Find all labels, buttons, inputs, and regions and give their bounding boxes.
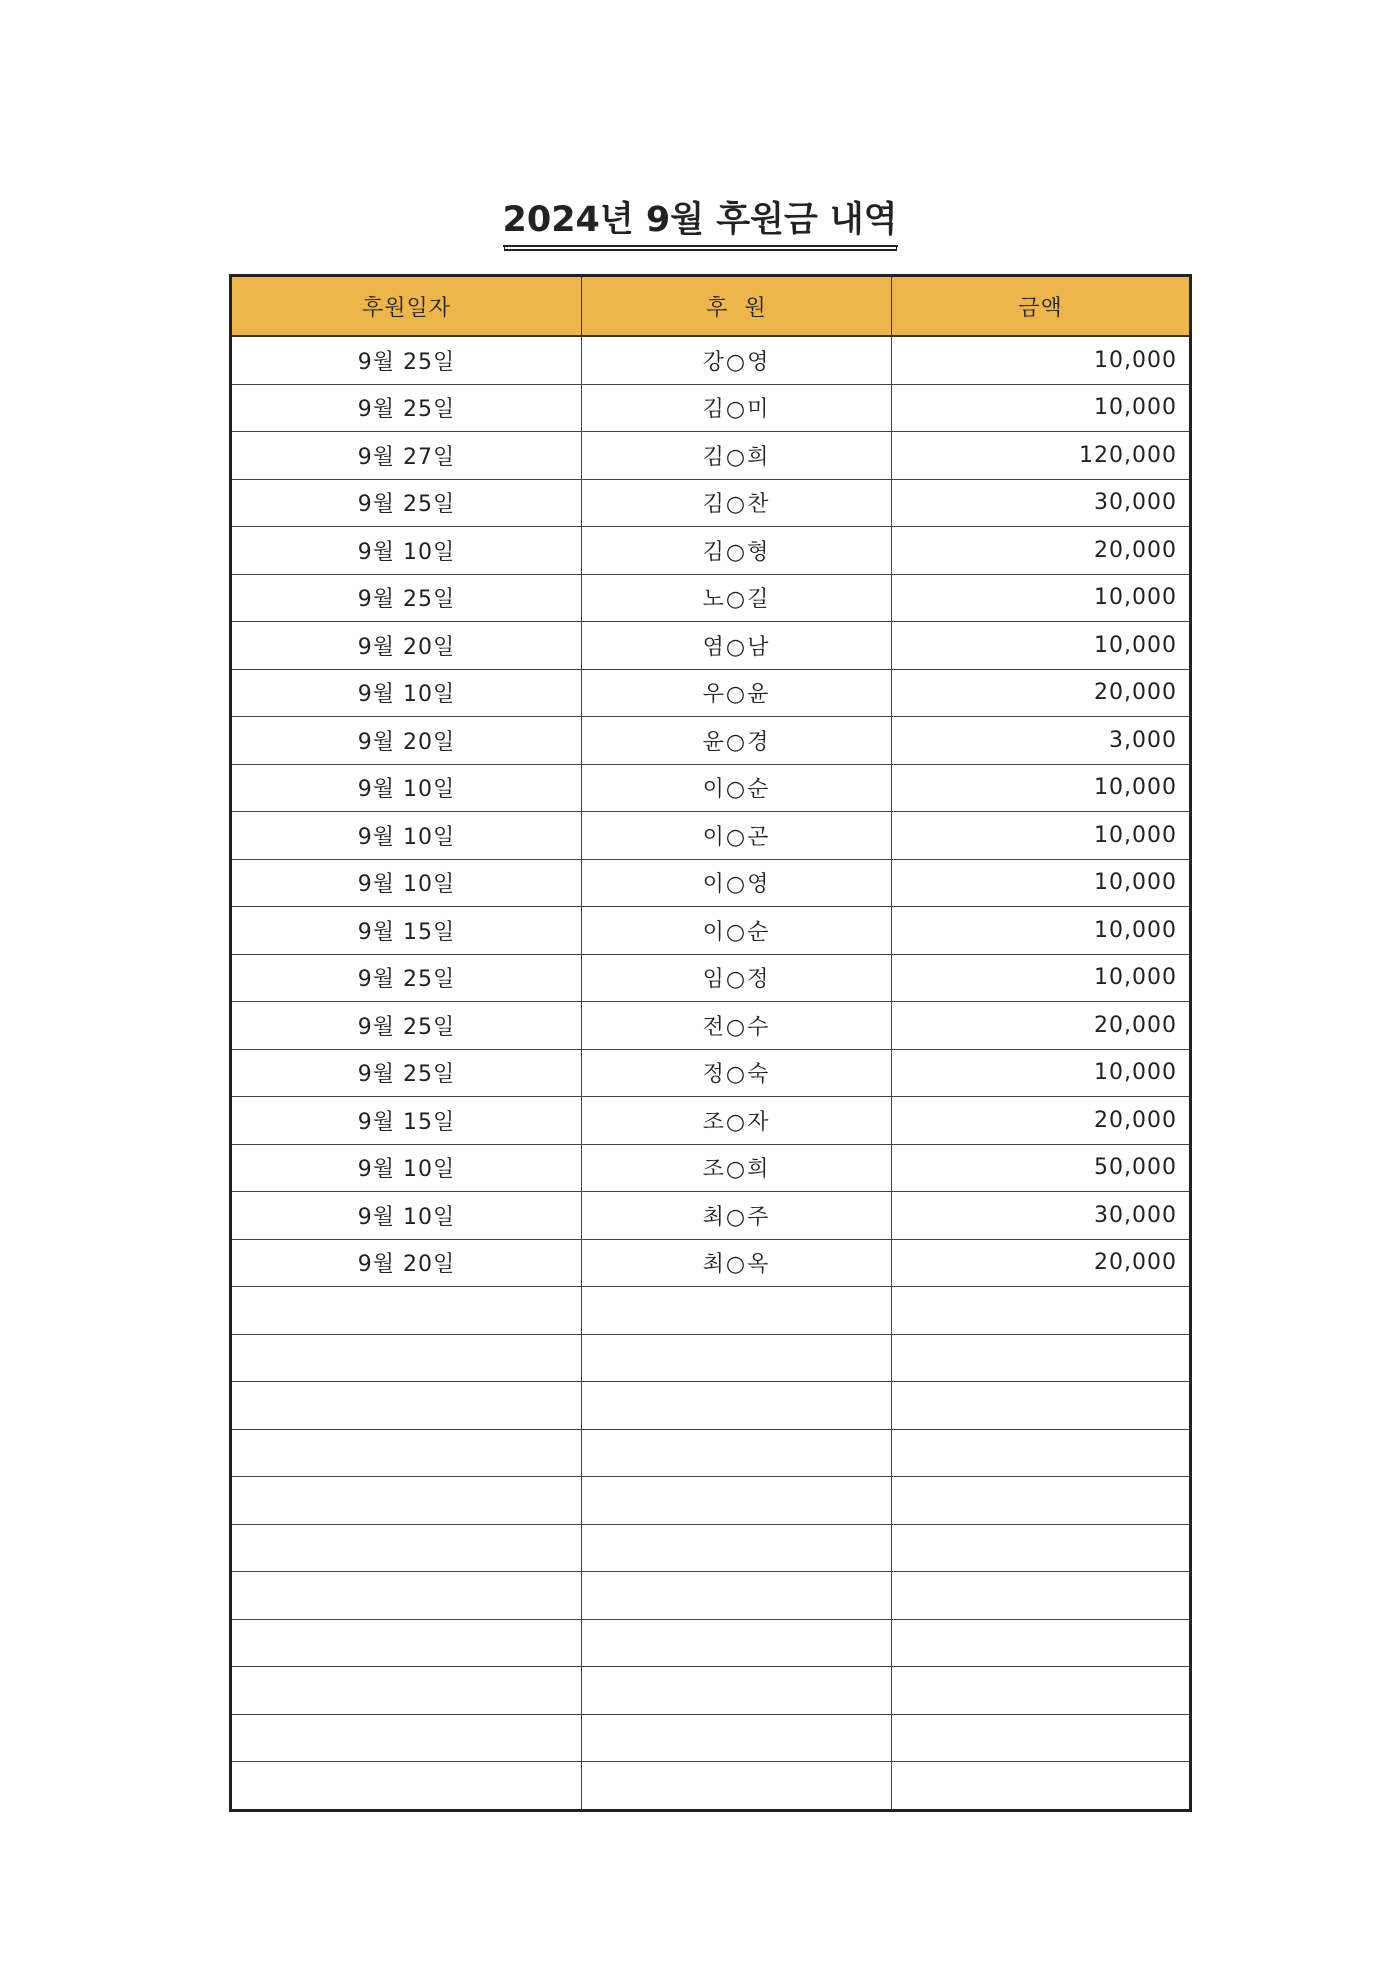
- table-row: [231, 954, 1191, 1002]
- date-cell: 9월 10일: [231, 1192, 582, 1240]
- table-row: [231, 907, 1191, 955]
- amount-cell: 50,000: [892, 1144, 1191, 1192]
- date-cell: [231, 1429, 582, 1477]
- date-cell: 9월 25일: [231, 1049, 582, 1097]
- donor-cell: 김○형: [582, 527, 892, 575]
- donor-cell: 전○수: [582, 1002, 892, 1050]
- amount-cell: 20,000: [892, 1097, 1191, 1145]
- date-cell: 9월 10일: [231, 764, 582, 812]
- date-cell: [231, 1619, 582, 1667]
- date-cell: 9월 25일: [231, 574, 582, 622]
- date-cell: 9월 25일: [231, 384, 582, 432]
- date-cell: 9월 10일: [231, 859, 582, 907]
- donor-cell: 강○영: [582, 336, 892, 384]
- amount-cell: 20,000: [892, 1002, 1191, 1050]
- table-row: [231, 1097, 1191, 1145]
- table-row: [231, 1239, 1191, 1287]
- amount-cell: 10,000: [892, 764, 1191, 812]
- table-row: [231, 1334, 1191, 1382]
- table-row: [231, 1192, 1191, 1240]
- table-row: [231, 1382, 1191, 1430]
- table-row: [231, 1144, 1191, 1192]
- amount-cell: [892, 1572, 1191, 1620]
- donor-cell: 조○자: [582, 1097, 892, 1145]
- table-row: [231, 1714, 1191, 1762]
- date-cell: 9월 15일: [231, 1097, 582, 1145]
- amount-cell: 20,000: [892, 1239, 1191, 1287]
- donor-cell: [582, 1524, 892, 1572]
- table-row: [231, 1002, 1191, 1050]
- amount-cell: [892, 1714, 1191, 1762]
- date-cell: 9월 25일: [231, 954, 582, 1002]
- date-cell: 9월 25일: [231, 479, 582, 527]
- donor-cell: 김○미: [582, 384, 892, 432]
- donor-cell: [582, 1382, 892, 1430]
- date-cell: 9월 20일: [231, 1239, 582, 1287]
- table-row: [231, 859, 1191, 907]
- date-cell: [231, 1667, 582, 1715]
- table-row: [231, 1429, 1191, 1477]
- date-cell: 9월 10일: [231, 812, 582, 860]
- column-header-donor: 후 원: [582, 276, 892, 337]
- date-cell: 9월 10일: [231, 527, 582, 575]
- donor-cell: [582, 1334, 892, 1382]
- donor-cell: 이○순: [582, 907, 892, 955]
- table-row: [231, 622, 1191, 670]
- date-cell: [231, 1714, 582, 1762]
- donor-cell: 염○남: [582, 622, 892, 670]
- table-row: [231, 764, 1191, 812]
- table-body: [231, 336, 1191, 1810]
- table-row: [231, 1524, 1191, 1572]
- table-row: [231, 1477, 1191, 1525]
- amount-cell: [892, 1477, 1191, 1525]
- donor-cell: 윤○경: [582, 717, 892, 765]
- date-cell: 9월 15일: [231, 907, 582, 955]
- donor-cell: 최○옥: [582, 1239, 892, 1287]
- donor-cell: 조○희: [582, 1144, 892, 1192]
- amount-cell: 10,000: [892, 1049, 1191, 1097]
- donor-cell: 임○정: [582, 954, 892, 1002]
- date-cell: [231, 1477, 582, 1525]
- table-row: [231, 336, 1191, 384]
- amount-cell: 10,000: [892, 574, 1191, 622]
- table-row: [231, 669, 1191, 717]
- date-cell: 9월 10일: [231, 669, 582, 717]
- amount-cell: [892, 1429, 1191, 1477]
- amount-cell: 20,000: [892, 669, 1191, 717]
- donor-cell: 최○주: [582, 1192, 892, 1240]
- amount-cell: [892, 1524, 1191, 1572]
- date-cell: 9월 20일: [231, 717, 582, 765]
- amount-cell: 3,000: [892, 717, 1191, 765]
- table-row: [231, 432, 1191, 480]
- column-header-date: 후원일자: [231, 276, 582, 337]
- date-cell: [231, 1334, 582, 1382]
- column-header-amount: 금액: [892, 276, 1191, 337]
- date-cell: [231, 1572, 582, 1620]
- donor-cell: 우○윤: [582, 669, 892, 717]
- date-cell: [231, 1524, 582, 1572]
- date-cell: [231, 1287, 582, 1335]
- date-cell: 9월 27일: [231, 432, 582, 480]
- table-row: [231, 1667, 1191, 1715]
- table-row: [231, 1619, 1191, 1667]
- donor-cell: [582, 1619, 892, 1667]
- donor-cell: [582, 1714, 892, 1762]
- amount-cell: 10,000: [892, 384, 1191, 432]
- amount-cell: 10,000: [892, 954, 1191, 1002]
- date-cell: 9월 20일: [231, 622, 582, 670]
- amount-cell: [892, 1382, 1191, 1430]
- amount-cell: 120,000: [892, 432, 1191, 480]
- table-row: [231, 1572, 1191, 1620]
- amount-cell: [892, 1287, 1191, 1335]
- amount-cell: 10,000: [892, 907, 1191, 955]
- date-cell: 9월 25일: [231, 336, 582, 384]
- amount-cell: 20,000: [892, 527, 1191, 575]
- date-cell: 9월 10일: [231, 1144, 582, 1192]
- amount-cell: [892, 1619, 1191, 1667]
- donor-cell: 이○순: [582, 764, 892, 812]
- table-row: [231, 1287, 1191, 1335]
- donor-cell: [582, 1762, 892, 1811]
- amount-cell: 30,000: [892, 479, 1191, 527]
- table-row: [231, 1762, 1191, 1811]
- amount-cell: 10,000: [892, 622, 1191, 670]
- donation-table: [229, 274, 1192, 1812]
- table-row: [231, 812, 1191, 860]
- table-row: [231, 574, 1191, 622]
- donor-cell: 노○길: [582, 574, 892, 622]
- table-row: [231, 1049, 1191, 1097]
- page-title-text: 2024년 9월 후원금 내역: [503, 196, 898, 247]
- date-cell: [231, 1382, 582, 1430]
- donor-cell: [582, 1477, 892, 1525]
- page-title: [0, 196, 1400, 247]
- donor-cell: [582, 1287, 892, 1335]
- amount-cell: [892, 1667, 1191, 1715]
- donor-cell: 이○곤: [582, 812, 892, 860]
- date-cell: 9월 25일: [231, 1002, 582, 1050]
- table-row: [231, 384, 1191, 432]
- amount-cell: 30,000: [892, 1192, 1191, 1240]
- table-header-row: [231, 276, 1191, 337]
- amount-cell: 10,000: [892, 812, 1191, 860]
- donor-cell: [582, 1429, 892, 1477]
- donor-cell: [582, 1572, 892, 1620]
- donor-cell: 이○영: [582, 859, 892, 907]
- date-cell: [231, 1762, 582, 1811]
- table-row: [231, 479, 1191, 527]
- table-row: [231, 717, 1191, 765]
- donor-cell: [582, 1667, 892, 1715]
- amount-cell: [892, 1762, 1191, 1811]
- amount-cell: [892, 1334, 1191, 1382]
- donor-cell: 김○찬: [582, 479, 892, 527]
- amount-cell: 10,000: [892, 859, 1191, 907]
- donor-cell: 김○희: [582, 432, 892, 480]
- table-row: [231, 527, 1191, 575]
- amount-cell: 10,000: [892, 336, 1191, 384]
- donor-cell: 정○숙: [582, 1049, 892, 1097]
